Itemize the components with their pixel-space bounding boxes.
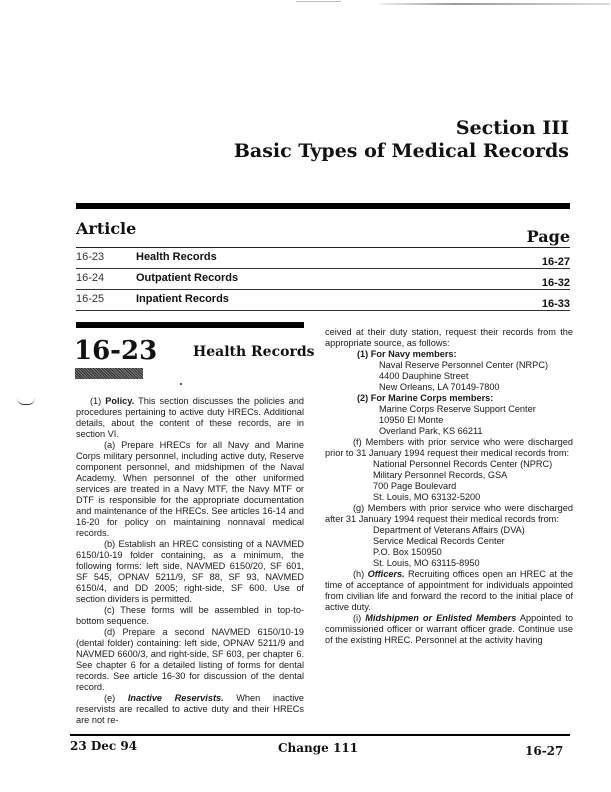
toc-page-number: 16-32 [541, 277, 570, 289]
paragraph-h [325, 569, 573, 613]
left-column [76, 396, 304, 726]
paragraph-continuation: ceived at their duty station, request their records from the appropriate source, as follows: [325, 327, 573, 348]
toc-article-title[interactable]: Health Records [136, 251, 217, 263]
toc-article-header: Article [76, 219, 137, 238]
para-heading: Midshipmen or Enlisted Members [365, 613, 517, 623]
address-line: Marine Corps Reserve Support Center [379, 404, 536, 414]
scan-artifact [380, 3, 610, 5]
article-rule [76, 322, 304, 328]
paragraph-a: (a) Prepare HRECs for all Navy and Marine Corps military personnel, including active duty, Reserve component personnel, and midshipmen of the Naval Academy. When personnel of the other uniformed services are treated in a Navy MTF, the Navy MTF or DTF is responsible for the appropriate documentation and maintenance of the HRECs. See articles 16-14 and 16-20 for policy on maintaining nonnaval medical records. [76, 440, 304, 538]
para-label: (1) [90, 396, 106, 406]
toc-row[interactable] [76, 248, 570, 269]
toc-row[interactable] [76, 269, 570, 290]
paragraph-f: (f) Members with prior service who were discharged prior to 31 January 1994 request their medical records from: [325, 437, 573, 458]
address-line: Overland Park, KS 66211 [379, 426, 483, 436]
footer-change: Change 111 [278, 741, 359, 755]
scan-artifact [296, 1, 341, 2]
address-line: New Orleans, LA 70149-7800 [379, 382, 500, 392]
address-line: St. Louis, MO 63132-5200 [373, 492, 481, 502]
toc-page-header: Page [526, 227, 570, 246]
address-line: 700 Page Boulevard [373, 481, 457, 491]
section-number: Section III [455, 117, 569, 139]
footer-date: 23 Dec 94 [70, 739, 138, 753]
margin-mark [17, 398, 35, 405]
toc-article-number: 16-25 [76, 293, 105, 305]
address-line: Naval Reserve Personnel Center (NRPC) [379, 360, 549, 370]
toc-article-number: 16-24 [76, 272, 105, 284]
address-line: P.O. Box 150950 [373, 547, 442, 557]
footer-rule [70, 734, 570, 736]
toc-row[interactable] [76, 290, 570, 311]
address-line: 4400 Dauphine Street [379, 371, 469, 381]
para-heading: Inactive Reservists. [127, 693, 224, 703]
para-text: Recruiting offices open an HREC at the time of acceptance of appointment for individuals appointed from civilian life and forward the record to the initial place of active duty. [325, 569, 573, 612]
para-heading: Policy. [105, 396, 135, 406]
scan-dot [180, 383, 182, 385]
paragraph-d: (d) Prepare a second NAVMED 6150/10-19 (dental folder) containing: left side, OPNAV 5211/9 and NAVMED 6600/3, and right-side, SF 603, per chapter 6. See chapter 6 for a detailed listing of forms for dental records. See article 16-30 for discussion of the dental record. [76, 627, 304, 692]
toc-article-number: 16-23 [76, 251, 105, 263]
toc-article-title[interactable]: Outpatient Records [136, 272, 239, 284]
section-title: Basic Types of Medical Records [233, 140, 569, 162]
para-label: (e) [104, 693, 128, 703]
para-heading: Officers. [367, 569, 405, 579]
address-line: Department of Veterans Affairs (DVA) [373, 525, 525, 535]
paragraph-b: (b) Establish an HREC consisting of a NAVMED 6150/10-19 folder containing, as a minimum, the following forms: left side, NAVMED 6150/20, SF 601, SF 545, OPNAV 5211/9, SF 88, SF 93, NAVMED 6150/4, and DD 2005; right-side, SF 600. Use of section dividers is permitted. [76, 539, 304, 604]
para-text: When inactive reservists are recalled to active duty and their HRECs are not re- [76, 693, 304, 725]
para-text: This section discusses the policies and procedures pertaining to active duty HRECs. Additional details, about the content of these records, are in section VI. [76, 396, 304, 439]
toc-page-number: 16-33 [541, 298, 570, 310]
para-text: Appointed to commissioned officer or warrant officer grade. Continue use of the existing HREC. Personnel at the activity having [325, 613, 573, 645]
right-column [325, 327, 573, 646]
para-label: (i) [353, 613, 366, 623]
para-label: (h) [353, 569, 368, 579]
marine-label: (2) For Marine Corps members: [357, 393, 494, 403]
address-line: St. Louis, MO 63115-8950 [373, 558, 480, 568]
paragraph-policy [76, 396, 304, 440]
paragraph-i [325, 613, 573, 646]
section-heading [234, 117, 569, 163]
toc-page-number: 16-27 [541, 256, 570, 268]
address-line: 10950 El Monte [379, 415, 444, 425]
article-tab-marker [75, 368, 143, 379]
footer-page-number: 16-27 [525, 744, 564, 758]
address-line: Military Personnel Records, GSA [373, 470, 508, 480]
article-table-of-contents [76, 203, 570, 311]
paragraph-g: (g) Members with prior service who were discharged after 31 January 1994 request their medical records from: [325, 503, 573, 524]
toc-header [76, 209, 570, 248]
toc-article-title[interactable]: Inpatient Records [136, 293, 229, 305]
navy-label: (1) For Navy members: [357, 349, 457, 359]
address-line: National Personnel Records Center (NPRC) [373, 459, 553, 469]
paragraph-e [76, 693, 304, 726]
article-number: 16-23 [74, 336, 158, 366]
article-title: Health Records [193, 344, 315, 360]
paragraph-c: (c) These forms will be assembled in top-to-bottom sequence. [76, 605, 304, 626]
address-line: Service Medical Records Center [373, 536, 505, 546]
